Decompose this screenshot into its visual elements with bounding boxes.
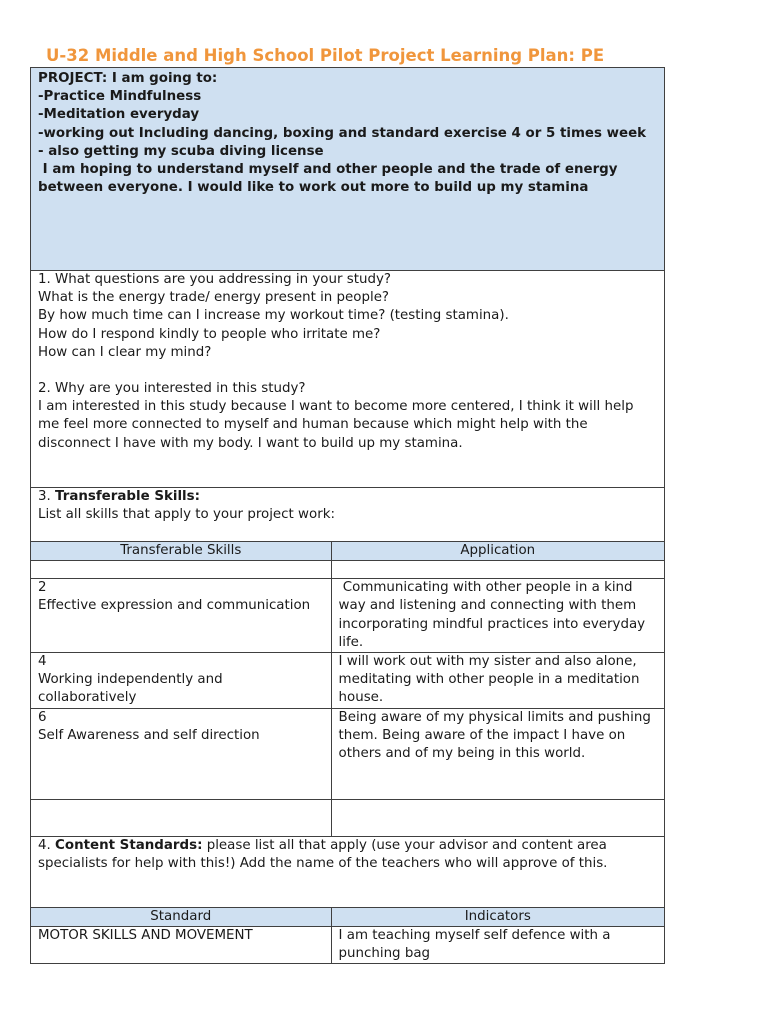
skill-number: 6 xyxy=(38,709,47,725)
standards-header-row xyxy=(31,907,665,926)
question-1-answer: How can I clear my mind? xyxy=(38,344,212,360)
skill-name: Working independently and collaboratively xyxy=(38,672,223,706)
standard-cell: MOTOR SKILLS AND MOVEMENT xyxy=(31,926,332,963)
question-2-answer: I am interested in this study because I want to become more centered, I think it will help me feel more connected to myself and human because which might help with the disconnect I have with my body. I want to build up my stamina. xyxy=(38,399,634,451)
skill-cell xyxy=(31,579,332,653)
project-row xyxy=(31,68,665,271)
standards-instruction: please list all that apply (use your advisor and content area specialists for help with this!) Add the name of the teachers who will approve of this. xyxy=(38,837,608,871)
table-row xyxy=(31,708,665,799)
skills-section-row xyxy=(31,488,665,542)
project-line: -Practice Mindfulness xyxy=(38,89,202,105)
indicators-col-header: Indicators xyxy=(331,907,664,926)
project-line: - also getting my scuba diving license xyxy=(38,143,324,159)
empty-cell xyxy=(31,799,332,836)
questions-cell xyxy=(31,271,665,488)
question-1-label: 1. What questions are you addressing in your study? xyxy=(38,272,391,287)
skill-cell xyxy=(31,708,332,799)
skills-heading: Transferable Skills: xyxy=(55,489,200,504)
standards-section-cell xyxy=(31,836,665,907)
skills-number: 3. xyxy=(38,489,56,504)
skills-col-header: Transferable Skills xyxy=(31,542,332,561)
empty-cell xyxy=(331,799,664,836)
learning-plan-table xyxy=(30,67,665,964)
standards-number: 4. xyxy=(38,837,56,853)
application-cell: I will work out with my sister and also alone, meditating with other people in a meditation house. xyxy=(331,653,664,709)
standard-col-header: Standard xyxy=(31,907,332,926)
table-row xyxy=(31,579,665,653)
skill-name: Self Awareness and self direction xyxy=(38,727,260,743)
application-cell: Communicating with other people in a kind way and listening and connecting with them incorporating mindful practices into everyday life. xyxy=(331,579,664,653)
project-line: PROJECT: I am going to: xyxy=(38,71,218,86)
skill-name: Effective expression and communication xyxy=(38,598,311,614)
indicator-cell: I am teaching myself self defence with a punching bag xyxy=(331,926,664,963)
page-title: U-32 Middle and High School Pilot Project Learning Plan: PE xyxy=(46,46,605,65)
table-row xyxy=(31,561,665,579)
standards-section-row xyxy=(31,836,665,907)
table-row xyxy=(31,799,665,836)
standards-heading: Content Standards: xyxy=(55,837,203,853)
empty-cell xyxy=(331,561,664,579)
skills-instruction: List all skills that apply to your project work: xyxy=(38,507,335,523)
questions-row xyxy=(31,271,665,488)
skill-cell xyxy=(31,653,332,709)
question-1-answer: What is the energy trade/ energy present in people? xyxy=(38,290,390,306)
project-cell xyxy=(31,68,665,271)
question-1-answer: How do I respond kindly to people who irritate me? xyxy=(38,326,381,342)
application-col-header: Application xyxy=(331,542,664,561)
skills-header-row xyxy=(31,542,665,561)
application-cell: Being aware of my physical limits and pushing them. Being aware of the impact I have on others and of my being in this world. xyxy=(331,708,664,799)
table-row xyxy=(31,926,665,963)
spacer xyxy=(38,362,657,380)
question-2-label: 2. Why are you interested in this study? xyxy=(38,381,306,397)
skills-section-cell xyxy=(31,488,665,542)
table-row xyxy=(31,653,665,709)
empty-cell xyxy=(31,561,332,579)
skill-number: 2 xyxy=(38,580,47,596)
project-line: -working out Including dancing, boxing and standard exercise 4 or 5 times week xyxy=(38,125,647,141)
skill-number: 4 xyxy=(38,654,47,670)
project-line: I am hoping to understand myself and other people and the trade of energy between everyone. I would like to work out more to build up my stamina xyxy=(38,162,623,196)
question-1-answer: By how much time can I increase my workout time? (testing stamina). xyxy=(38,308,509,324)
project-line: -Meditation everyday xyxy=(38,107,200,123)
